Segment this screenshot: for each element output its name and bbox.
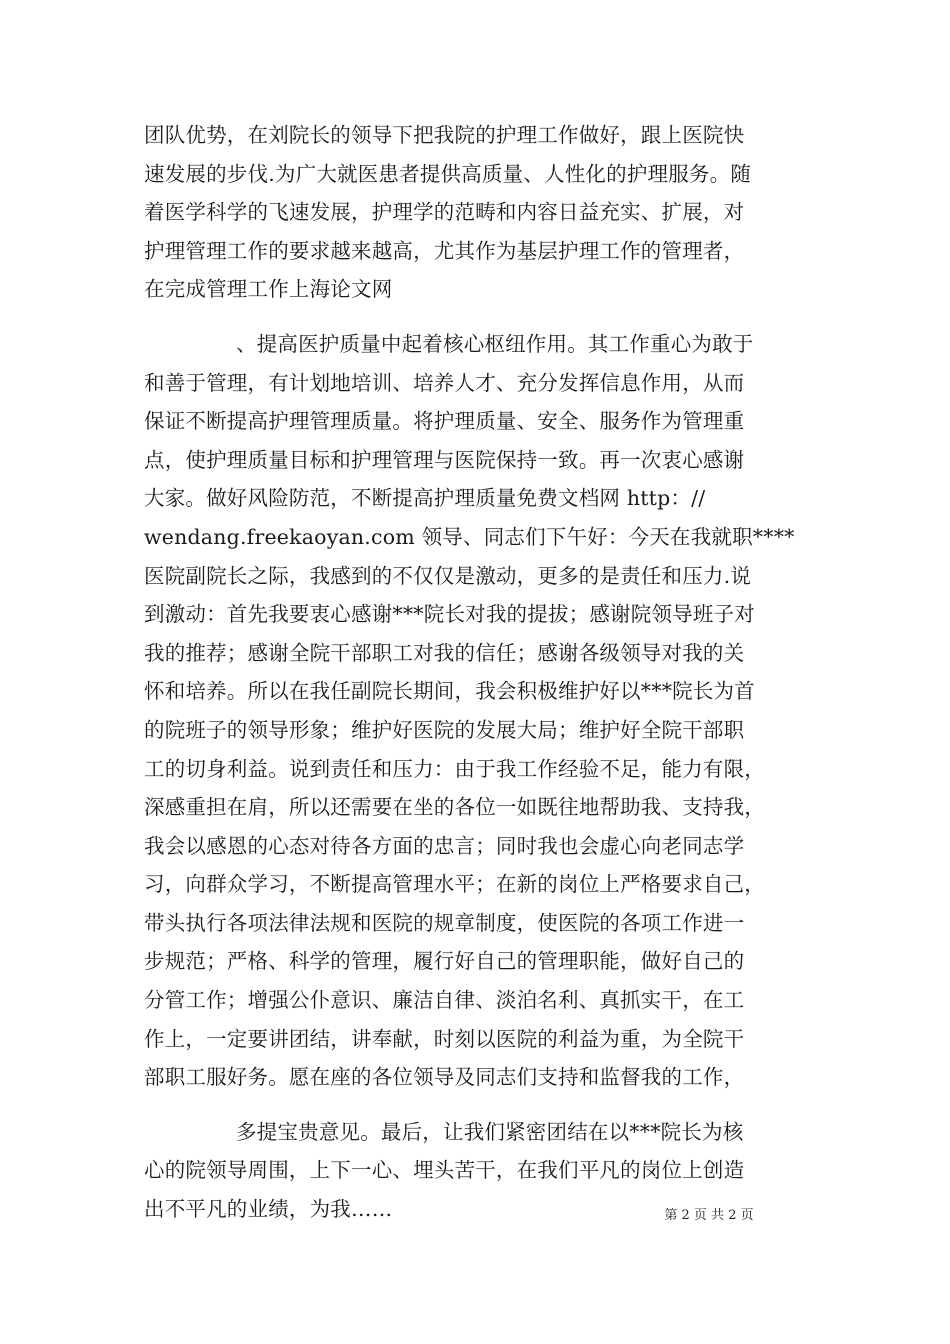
text-line: 工的切身利益。说到责任和压力：由于我工作经验不足，能力有限，	[144, 756, 765, 781]
text-line: 护理管理工作的要求越来越高，尤其作为基层护理工作的管理者，	[144, 238, 745, 263]
text-line: 着医学科学的飞速发展，护理学的范畴和内容日益充实、扩展，对	[144, 200, 745, 225]
text-line: 部职工服好务。愿在座的各位领导及同志们支持和监督我的工作，	[144, 1065, 745, 1090]
text-line: 保证不断提高护理管理质量。将护理质量、安全、服务作为管理重	[144, 409, 745, 434]
text-line: 带头执行各项法律法规和医院的规章制度，使医院的各项工作进一	[144, 910, 745, 935]
text-line: 速发展的步伐.为广大就医患者提供高质量、人性化的护理服务。随	[144, 161, 752, 186]
text-line: 在完成管理工作上海论文网	[144, 277, 393, 302]
page-number-footer: 第 2 页 共 2 页	[664, 1208, 754, 1223]
text-line: 、提高医护质量中起着核心枢纽作用。其工作重心为敢于	[236, 331, 754, 356]
text-line: 怀和培养。所以在我任副院长期间，我会积极维护好以***院长为首	[144, 679, 755, 704]
text-line: 心的院领导周围，上下一心、埋头苦干，在我们平凡的岗位上创造	[144, 1158, 745, 1183]
text-line: 出不平凡的业绩，为我……	[144, 1197, 393, 1222]
body-text	[144, 116, 814, 1229]
text-line: 作上，一定要讲团结，讲奉献，时刻以医院的利益为重，为全院干	[144, 1026, 745, 1051]
text-line: 习，向群众学习，不断提高管理水平；在新的岗位上严格要求自己，	[144, 872, 765, 897]
paragraph-1	[144, 116, 814, 309]
text-line: 医院副院长之际，我感到的不仅仅是激动，更多的是责任和压力.说	[144, 563, 752, 588]
text-line: 到激动：首先我要衷心感谢***院长对我的提拔；感谢院领导班子对	[144, 602, 755, 627]
text-line: 和善于管理，有计划地培训、培养人才、充分发挥信息作用，从而	[144, 370, 745, 395]
text-line: 我的推荐；感谢全院干部职工对我的信任；感谢各级领导对我的关	[144, 640, 745, 665]
text-line: 深感重担在肩，所以还需要在坐的各位一如既往地帮助我、支持我，	[144, 795, 765, 820]
text-line: wendang.freekaoyan.com 领导、同志们下午好：今天在我就职****	[144, 524, 795, 549]
text-line: 多提宝贵意见。最后，让我们紧密团结在以***院长为核	[236, 1119, 744, 1144]
text-line: 我会以感恩的心态对待各方面的忠言；同时我也会虚心向老同志学	[144, 833, 745, 858]
text-line: 的院班子的领导形象；维护好医院的发展大局；维护好全院干部职	[144, 717, 745, 742]
paragraph-2	[144, 325, 814, 1097]
text-line: 步规范；严格、科学的管理，履行好自己的管理职能，做好自己的	[144, 949, 745, 974]
text-line: 分管工作；增强公仆意识、廉洁自律、淡泊名利、真抓实干，在工	[144, 988, 745, 1013]
text-line: 点，使护理质量目标和护理管理与医院保持一致。再一次衷心感谢	[144, 447, 745, 472]
text-line: 大家。做好风险防范，不断提高护理质量免费文档网 http：//	[144, 486, 706, 511]
text-line: 团队优势，在刘院长的领导下把我院的护理工作做好，跟上医院快	[144, 123, 745, 147]
